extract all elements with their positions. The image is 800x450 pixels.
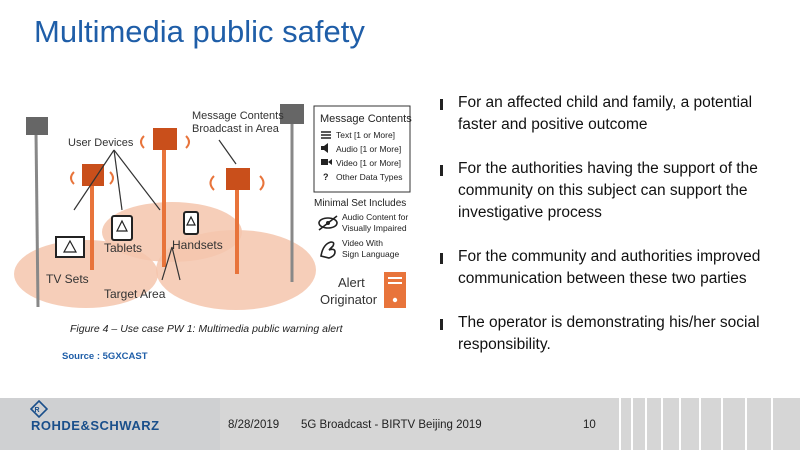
bullet-item (440, 158, 790, 224)
legend-title: Message Contents (320, 113, 412, 125)
sign-language-icon (321, 242, 335, 258)
page-title: Multimedia public safety (34, 14, 365, 49)
legend-item-video: Video [1 or More] (336, 158, 402, 168)
figure-caption: Figure 4 – Use case PW 1: Multimedia public warning alert (70, 323, 343, 335)
legend-item-other: Other Data Types (336, 172, 403, 182)
minimal-audio-2: Visually Impaired (342, 223, 407, 233)
tablet-icon (112, 216, 132, 240)
minimal-video-1: Video With (342, 238, 383, 248)
bullet-item (440, 246, 790, 290)
bullet-text: For an affected child and family, a potential faster and positive outcome (458, 94, 753, 133)
bullet-item (440, 312, 790, 356)
bullet-mark (440, 319, 443, 330)
question-mark-icon: ? (323, 172, 329, 182)
handset-icon (184, 212, 198, 234)
bullet-text: For the authorities having the support of the community on this subject can support the investigative process (458, 160, 758, 221)
bullet-mark (440, 165, 443, 176)
logo-area (0, 398, 220, 450)
page-number: 10 (583, 419, 596, 431)
label-tablets: Tablets (104, 241, 143, 255)
bullet-item (440, 92, 790, 136)
minimal-video-2: Sign Language (342, 249, 400, 259)
brand-name: ROHDE&SCHWARZ (31, 418, 160, 433)
bullet-mark (440, 253, 443, 264)
minimal-set-title: Minimal Set Includes (314, 198, 407, 209)
legend-item-text: Text [1 or More] (336, 130, 396, 140)
eye-slash-icon (319, 216, 337, 230)
label-originator: Originator (320, 292, 378, 307)
public-warning-diagram (14, 92, 424, 324)
legend-item-audio: Audio [1 or More] (336, 144, 402, 154)
bullet-text: For the community and authorities improved communication between these two parties (458, 248, 761, 287)
footer-event: 5G Broadcast - BIRTV Beijing 2019 (301, 419, 482, 431)
footer-bar (0, 398, 800, 450)
label-tv-sets: TV Sets (46, 272, 89, 286)
tv-icon (56, 237, 84, 257)
label-user-devices: User Devices (68, 137, 134, 149)
rs-logo-icon (30, 400, 48, 418)
bullet-list (440, 92, 790, 356)
label-message-broadcast-2: Broadcast in Area (192, 123, 279, 135)
label-message-broadcast-1: Message Contents (192, 110, 284, 122)
source-label: Source : 5GXCAST (62, 351, 148, 362)
label-target-area: Target Area (104, 287, 166, 301)
alert-originator-server-icon (384, 272, 406, 308)
bullet-mark (440, 99, 443, 110)
message-contents-legend (314, 106, 412, 192)
label-handsets: Handsets (172, 238, 223, 252)
footer-date: 8/28/2019 (228, 419, 280, 431)
svg-text:R: R (34, 407, 40, 414)
label-alert: Alert (338, 275, 365, 290)
minimal-audio-1: Audio Content for (342, 212, 409, 222)
bullet-text: The operator is demonstrating his/her social responsibility. (458, 314, 760, 353)
footer-stripes (610, 398, 800, 450)
